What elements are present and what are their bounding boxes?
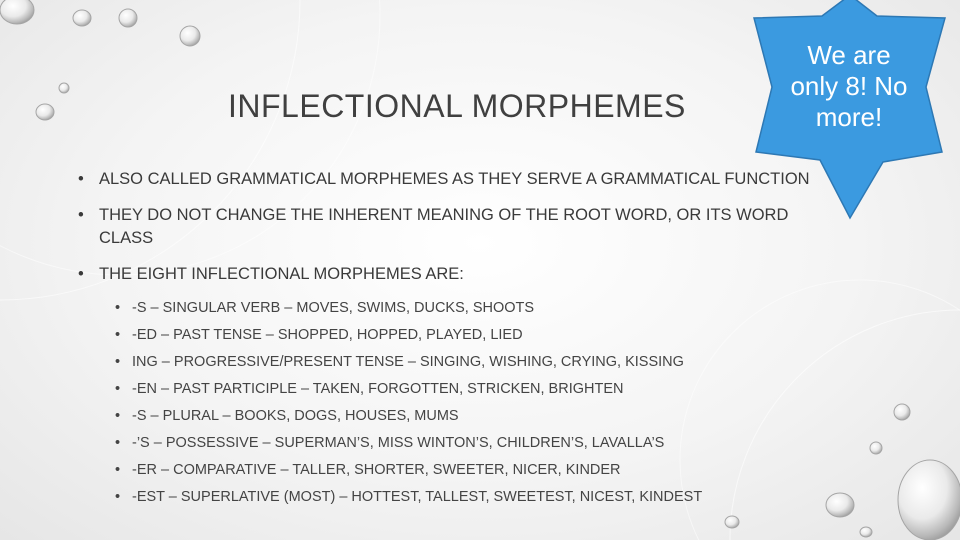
water-drop: [894, 404, 910, 420]
water-drop: [860, 527, 872, 537]
morpheme-text: ING – PROGRESSIVE/PRESENT TENSE – SINGING, WISHING, CRYING, KISSING: [132, 354, 684, 370]
bullet-item: [78, 168, 818, 191]
bullet-item: [78, 263, 818, 286]
bullet-icon: •: [115, 327, 121, 343]
morpheme-text: -’S – POSSESSIVE – SUPERMAN’S, MISS WINTON’S, CHILDREN’S, LAVALLA’S: [132, 435, 665, 451]
morpheme-item: [115, 326, 818, 345]
morpheme-text: -EST – SUPERLATIVE (MOST) – HOTTEST, TALLEST, SWEETEST, NICEST, KINDEST: [132, 489, 703, 505]
morpheme-text: -S – SINGULAR VERB – MOVES, SWIMS, DUCKS, SHOOTS: [132, 300, 535, 316]
bullet-text: ALSO CALLED GRAMMATICAL MORPHEMES AS THEY SERVE A GRAMMATICAL FUNCTION: [99, 170, 810, 188]
bullet-icon: •: [115, 489, 121, 505]
water-drop: [826, 493, 854, 517]
bullet-item: [78, 204, 818, 250]
morpheme-text: -S – PLURAL – BOOKS, DOGS, HOUSES, MUMS: [132, 408, 459, 424]
bullet-icon: •: [115, 300, 121, 316]
star-callout: [770, 40, 928, 133]
morpheme-item: [115, 461, 818, 480]
bullet-icon: •: [78, 170, 84, 188]
bullet-text: THE EIGHT INFLECTIONAL MORPHEMES ARE:: [99, 265, 464, 283]
morpheme-list: [115, 299, 818, 507]
bullet-list: [78, 168, 818, 515]
bullet-text: THEY DO NOT CHANGE THE INHERENT MEANING OF THE ROOT WORD, OR ITS WORD CLASS: [99, 206, 789, 247]
morpheme-item: [115, 353, 818, 372]
bullet-icon: •: [115, 354, 121, 370]
morpheme-text: -ER – COMPARATIVE – TALLER, SHORTER, SWEETER, NICER, KINDER: [132, 462, 621, 478]
water-drop: [0, 0, 34, 24]
morpheme-item: [115, 407, 818, 426]
bullet-icon: •: [115, 381, 121, 397]
callout-line: more!: [815, 102, 883, 132]
callout-line: We are: [807, 40, 891, 70]
morpheme-item: [115, 434, 818, 453]
bullet-icon: •: [78, 265, 84, 283]
water-drop: [898, 460, 960, 540]
callout-line: only 8! No: [790, 71, 908, 101]
morpheme-item: [115, 380, 818, 399]
water-drop: [119, 9, 137, 27]
bullet-icon: •: [115, 435, 121, 451]
water-drop: [870, 442, 882, 454]
slide-title: INFLECTIONAL MORPHEMES: [228, 88, 686, 124]
water-drop: [59, 83, 69, 93]
water-drop: [73, 10, 91, 26]
morpheme-item: [115, 488, 818, 507]
water-drop: [180, 26, 200, 46]
bullet-icon: •: [115, 408, 121, 424]
morpheme-text: -EN – PAST PARTICIPLE – TAKEN, FORGOTTEN, STRICKEN, BRIGHTEN: [132, 381, 624, 397]
morpheme-item: [115, 299, 818, 318]
water-drop: [36, 104, 54, 120]
water-drop: [725, 516, 739, 528]
bullet-icon: •: [78, 206, 84, 224]
morpheme-text: -ED – PAST TENSE – SHOPPED, HOPPED, PLAYED, LIED: [132, 327, 523, 343]
bullet-icon: •: [115, 462, 121, 478]
